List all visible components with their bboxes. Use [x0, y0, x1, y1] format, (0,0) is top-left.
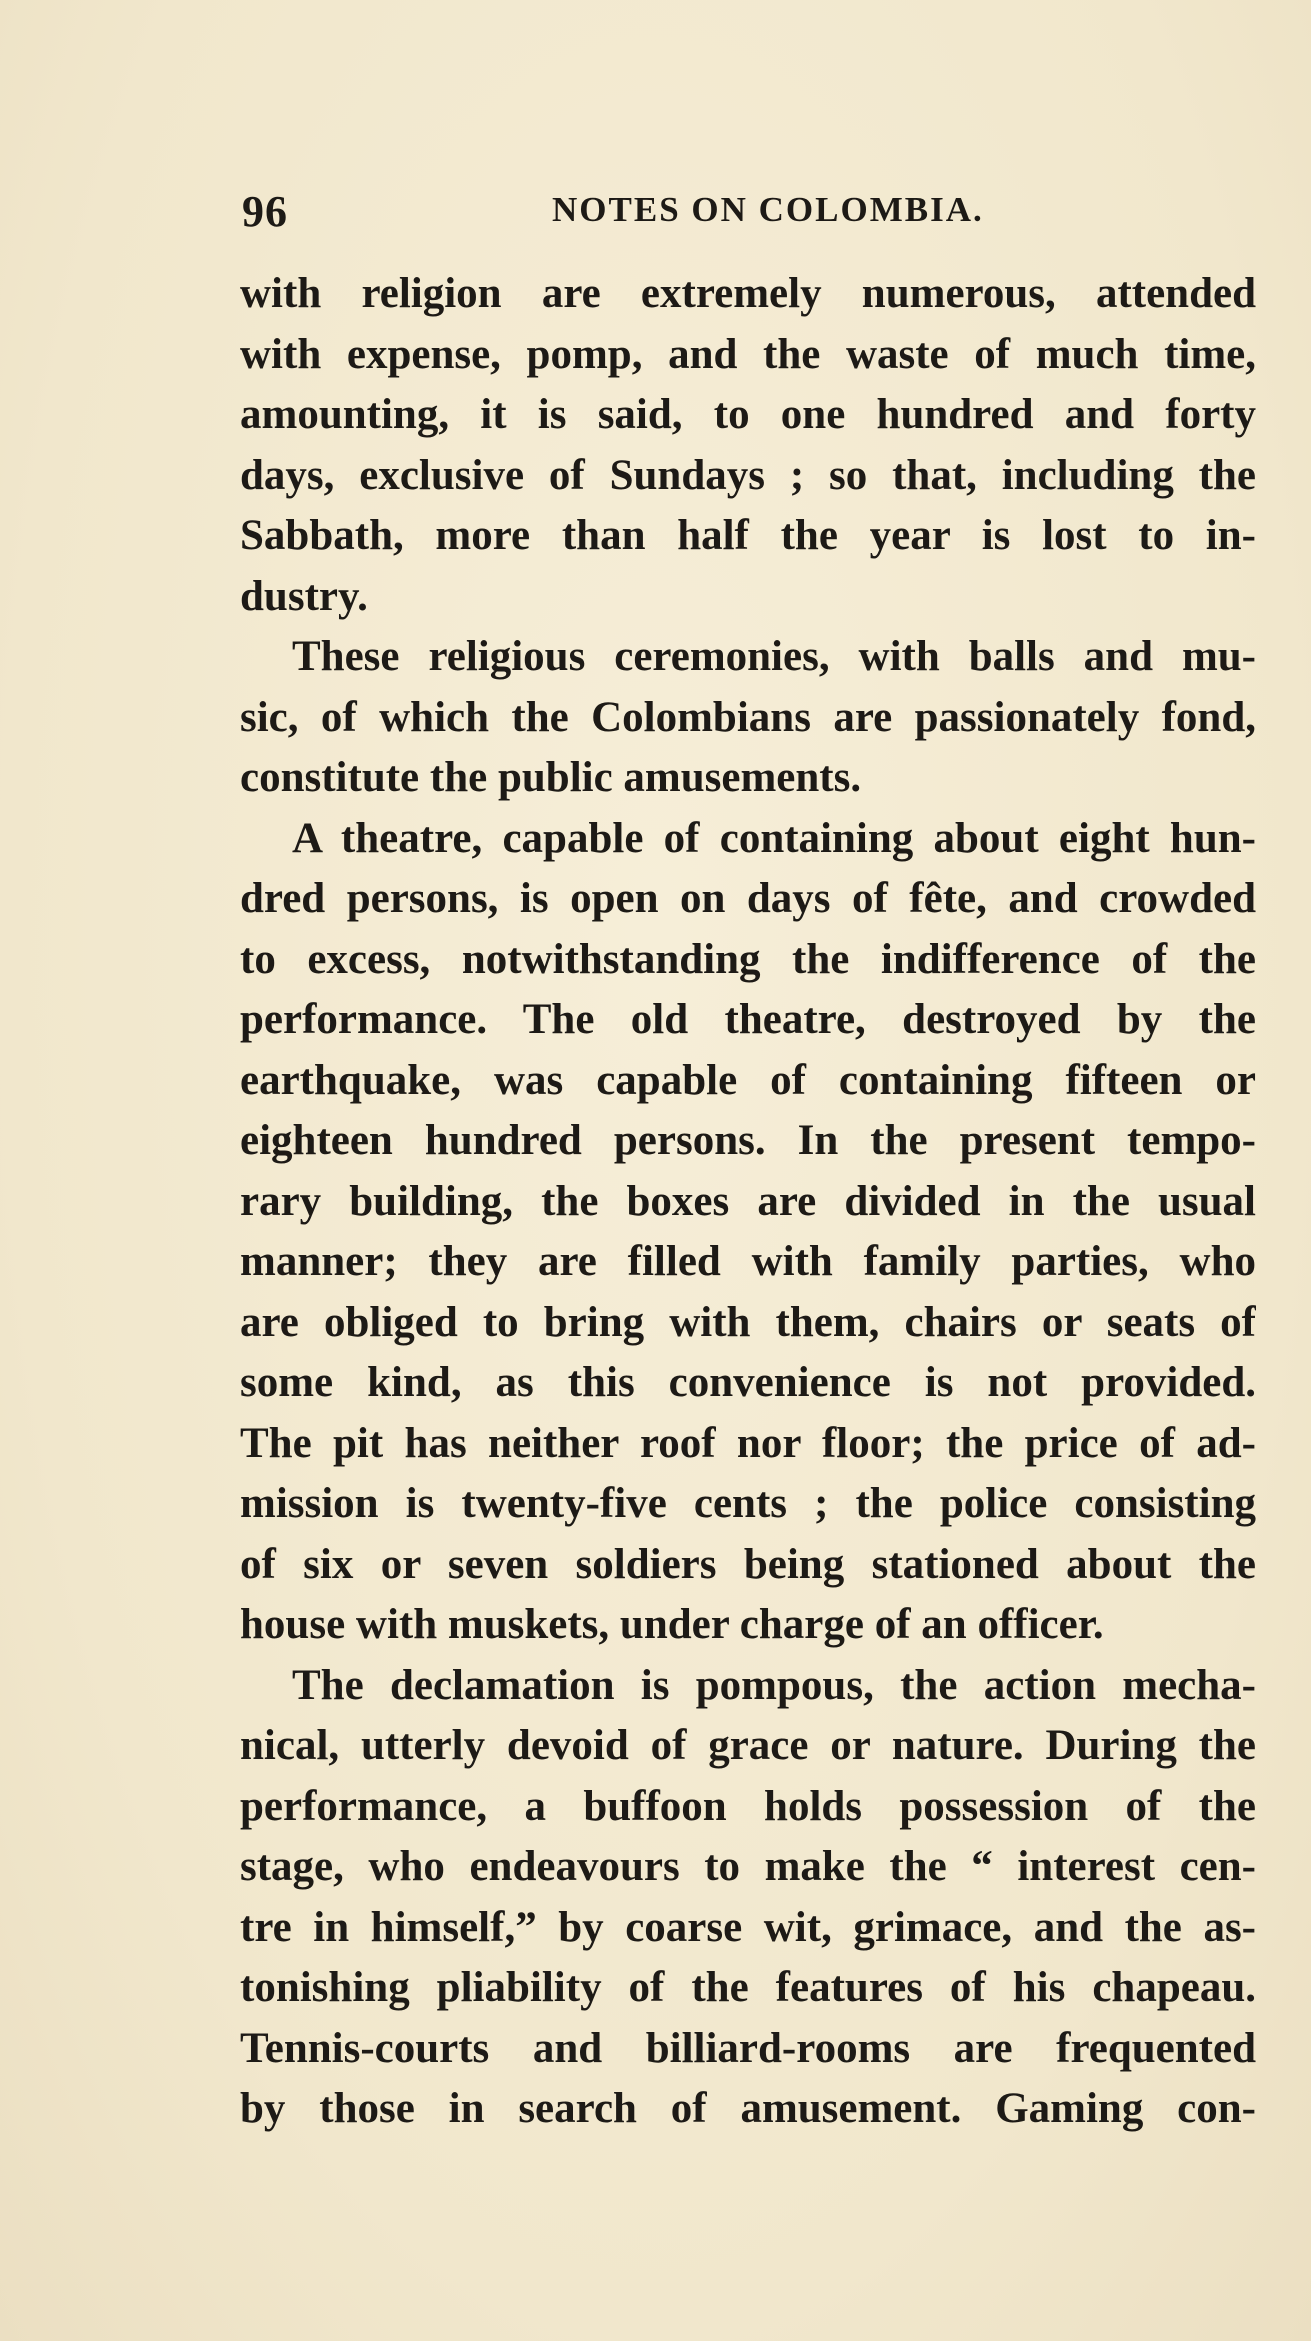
text-line: by those in search of amusement. Gaming con-	[240, 2085, 1256, 2132]
text-line: sic, of which the Colombians are passionately fond,	[240, 693, 1256, 741]
text-line: tre in himself,” by coarse wit, grimace, and the as-	[240, 1903, 1256, 1951]
body-text	[240, 264, 1256, 2140]
text-line: manner; they are filled with family parties, who	[240, 1238, 1256, 1285]
text-line: tonishing pliability of the features of his chapeau.	[240, 1964, 1256, 2011]
page-number: 96	[242, 187, 288, 236]
text-line: These religious ceremonies, with balls and mu-	[292, 633, 1256, 680]
text-line: with religion are extremely numerous, attended	[240, 270, 1256, 317]
running-head: NOTES ON COLOMBIA.	[552, 190, 984, 229]
text-line: The declamation is pompous, the action mecha-	[292, 1661, 1256, 1709]
text-line: of six or seven soldiers being stationed about the	[240, 1540, 1256, 1588]
text-line: dred persons, is open on days of fête, and crowded	[240, 875, 1256, 922]
text-line: days, exclusive of Sundays ; so that, including the	[240, 451, 1256, 499]
page-header	[242, 186, 1252, 236]
text-line: with expense, pomp, and the waste of much time,	[240, 330, 1256, 378]
text-line: rary building, the boxes are divided in the usual	[240, 1177, 1256, 1225]
text-line: eighteen hundred persons. In the present tempo-	[240, 1117, 1256, 1164]
text-line: performance, a buffoon holds possession of the	[240, 1782, 1256, 1830]
text-line: are obliged to bring with them, chairs or seats of	[240, 1298, 1256, 1346]
text-line: earthquake, was capable of containing fifteen or	[240, 1056, 1256, 1104]
text-line: A theatre, capable of containing about eight hun-	[292, 814, 1256, 862]
text-line: constitute the public amusements.	[240, 754, 862, 801]
text-line: mission is twenty-five cents ; the police consisting	[240, 1480, 1256, 1527]
text-line: dustry.	[240, 572, 368, 620]
text-line: Sabbath, more than half the year is lost to in-	[240, 512, 1256, 559]
text-line: amounting, it is said, to one hundred and forty	[240, 391, 1256, 438]
text-line: some kind, as this convenience is not provided.	[240, 1359, 1256, 1406]
text-line: Tennis-courts and billiard-rooms are frequented	[240, 2024, 1256, 2072]
text-line: to excess, notwithstanding the indifference of the	[240, 935, 1256, 983]
text-line: stage, who endeavours to make the “ interest cen-	[240, 1843, 1256, 1890]
text-line: house with muskets, under charge of an officer.	[240, 1601, 1104, 1648]
text-line: performance. The old theatre, destroyed by the	[240, 996, 1256, 1043]
text-line: nical, utterly devoid of grace or nature. During the	[240, 1722, 1256, 1769]
text-line: The pit has neither roof nor floor; the price of ad-	[240, 1419, 1256, 1467]
